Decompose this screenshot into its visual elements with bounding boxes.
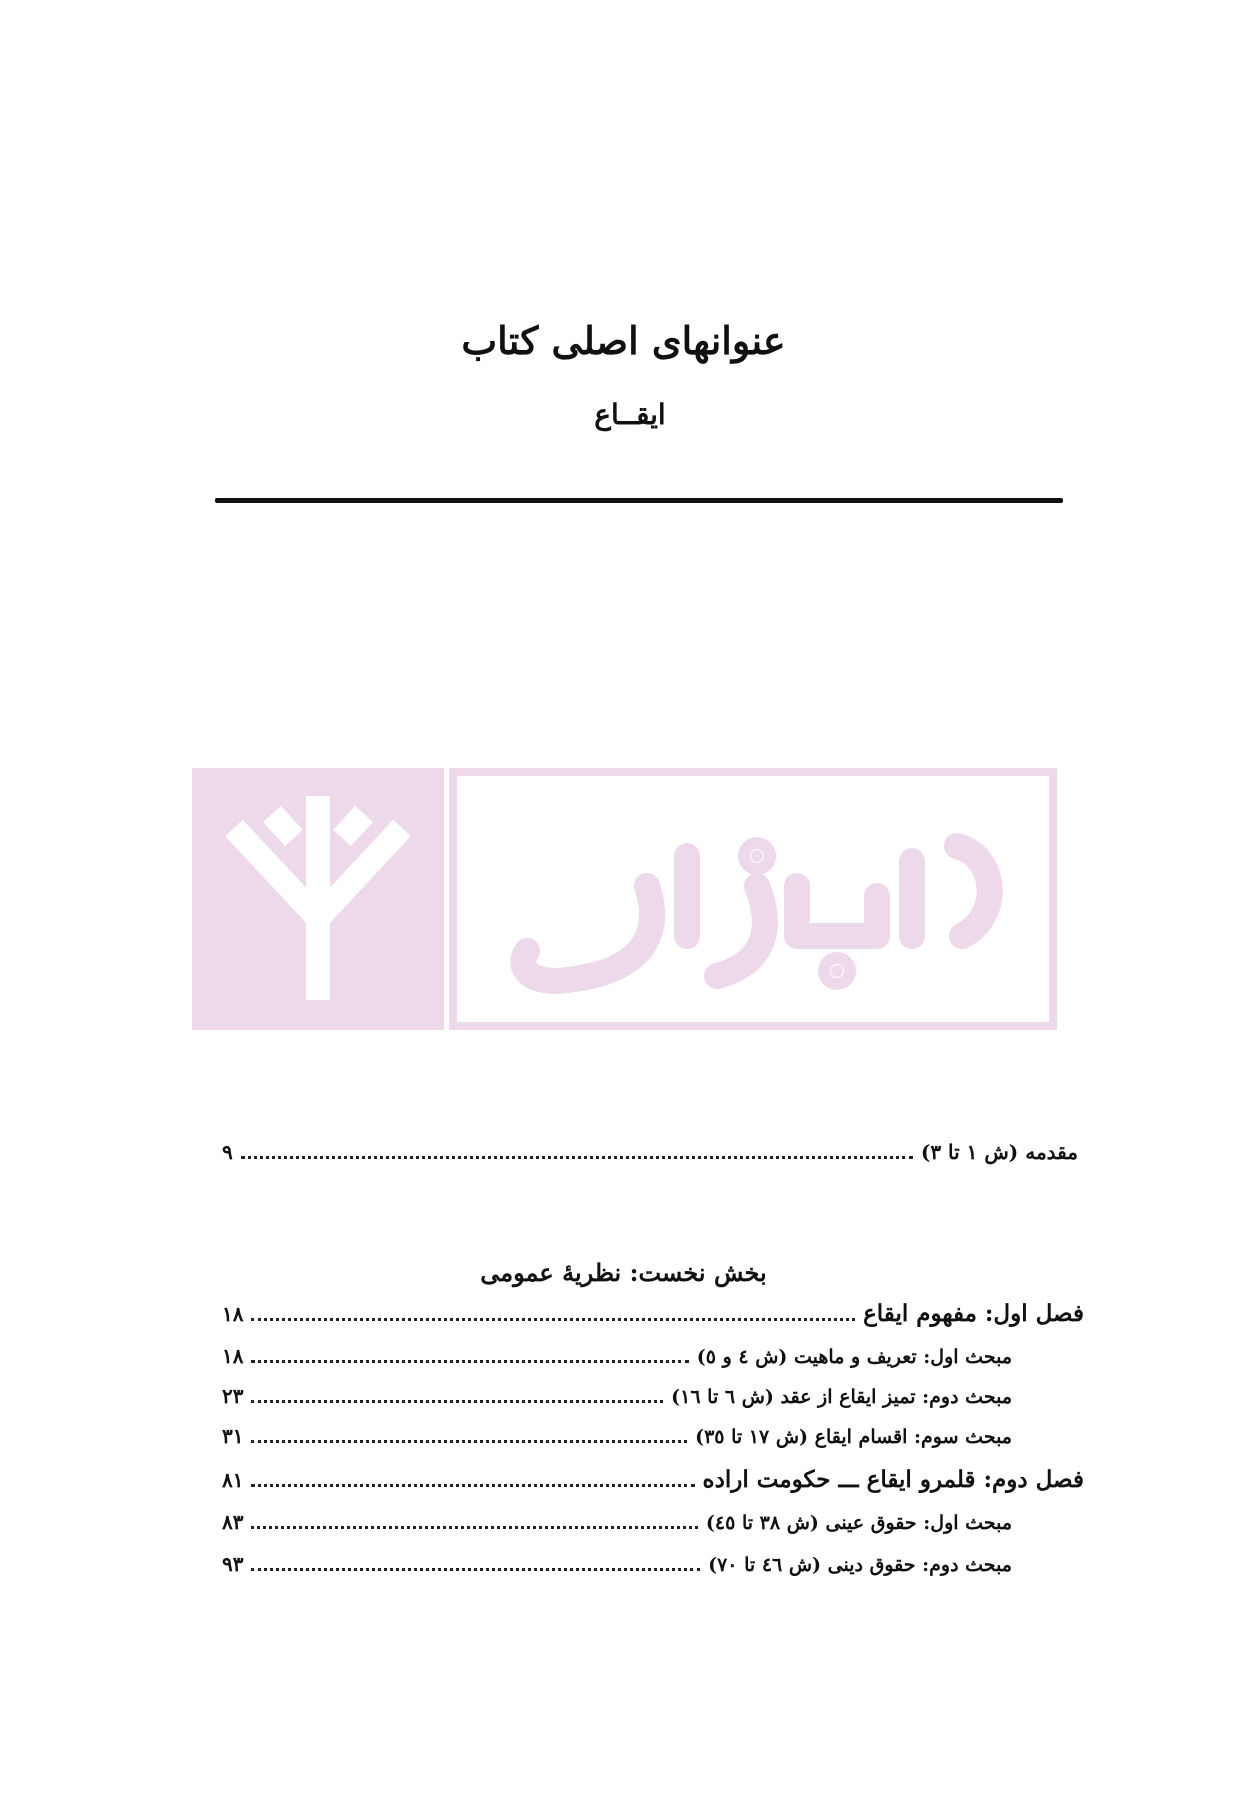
toc-section-2-2[interactable] <box>222 1552 1012 1576</box>
dot-leader <box>251 1512 697 1529</box>
toc-entry-page: ۸۳ <box>222 1510 244 1534</box>
dot-leader <box>251 1426 687 1443</box>
page-subtitle: ایقــاع <box>594 398 666 431</box>
toc-chapter-2[interactable] <box>222 1466 1084 1493</box>
toc-entry-label: فصل دوم: قلمرو ایقاع ـــ حکومت اراده <box>702 1466 1084 1493</box>
toc-entry-page: ۱۸ <box>222 1344 244 1368</box>
toc-entry-page: ۱۸ <box>222 1302 244 1326</box>
dot-leader <box>251 1554 700 1571</box>
toc-entry-label: مبحث سوم: اقسام ایقاع (ش ۱۷ تا ۳٥) <box>695 1426 1012 1448</box>
toc-entry-page: ۹۳ <box>222 1552 244 1576</box>
toc-entry-page: ۸۱ <box>222 1468 244 1492</box>
dot-leader <box>241 1142 913 1159</box>
dot-leader <box>251 1304 855 1321</box>
dot-leader <box>251 1346 688 1363</box>
toc-entry-label: مبحث دوم: حقوق دینی (ش ٤٦ تا ۷۰) <box>708 1554 1012 1576</box>
toc-section-1-3[interactable] <box>222 1424 1012 1448</box>
dot-leader <box>251 1470 694 1487</box>
part-title: بخش نخست: نظریهٔ عمومی <box>480 1258 767 1287</box>
toc-section-1-2[interactable] <box>222 1384 1012 1408</box>
toc-entry-label: فصل اول: مفهوم ایقاع <box>863 1300 1084 1327</box>
toc-section-2-1[interactable] <box>222 1510 1012 1534</box>
toc-entry-label: مبحث دوم: تمیز ایقاع از عقد (ش ٦ تا ۱٦) <box>671 1386 1012 1408</box>
toc-entry-intro[interactable] <box>222 1140 1078 1164</box>
toc-entry-label: مقدمه (ش ۱ تا ۳) <box>920 1140 1078 1164</box>
toc-chapter-1[interactable] <box>222 1300 1084 1327</box>
toc-entry-label: مبحث اول: تعریف و ماهیت (ش ٤ و ٥) <box>696 1346 1012 1368</box>
toc-entry-page: ۹ <box>222 1140 233 1164</box>
toc-entry-page: ۳۱ <box>222 1424 244 1448</box>
toc-entry-page: ۲۳ <box>222 1384 244 1408</box>
dot-leader <box>251 1386 663 1403</box>
toc-entry-label: مبحث اول: حقوق عینی (ش ۳۸ تا ٤٥) <box>705 1512 1012 1534</box>
toc-section-1-1[interactable] <box>222 1344 1012 1368</box>
page-title: عنوانهای اصلی کتاب <box>461 318 786 363</box>
